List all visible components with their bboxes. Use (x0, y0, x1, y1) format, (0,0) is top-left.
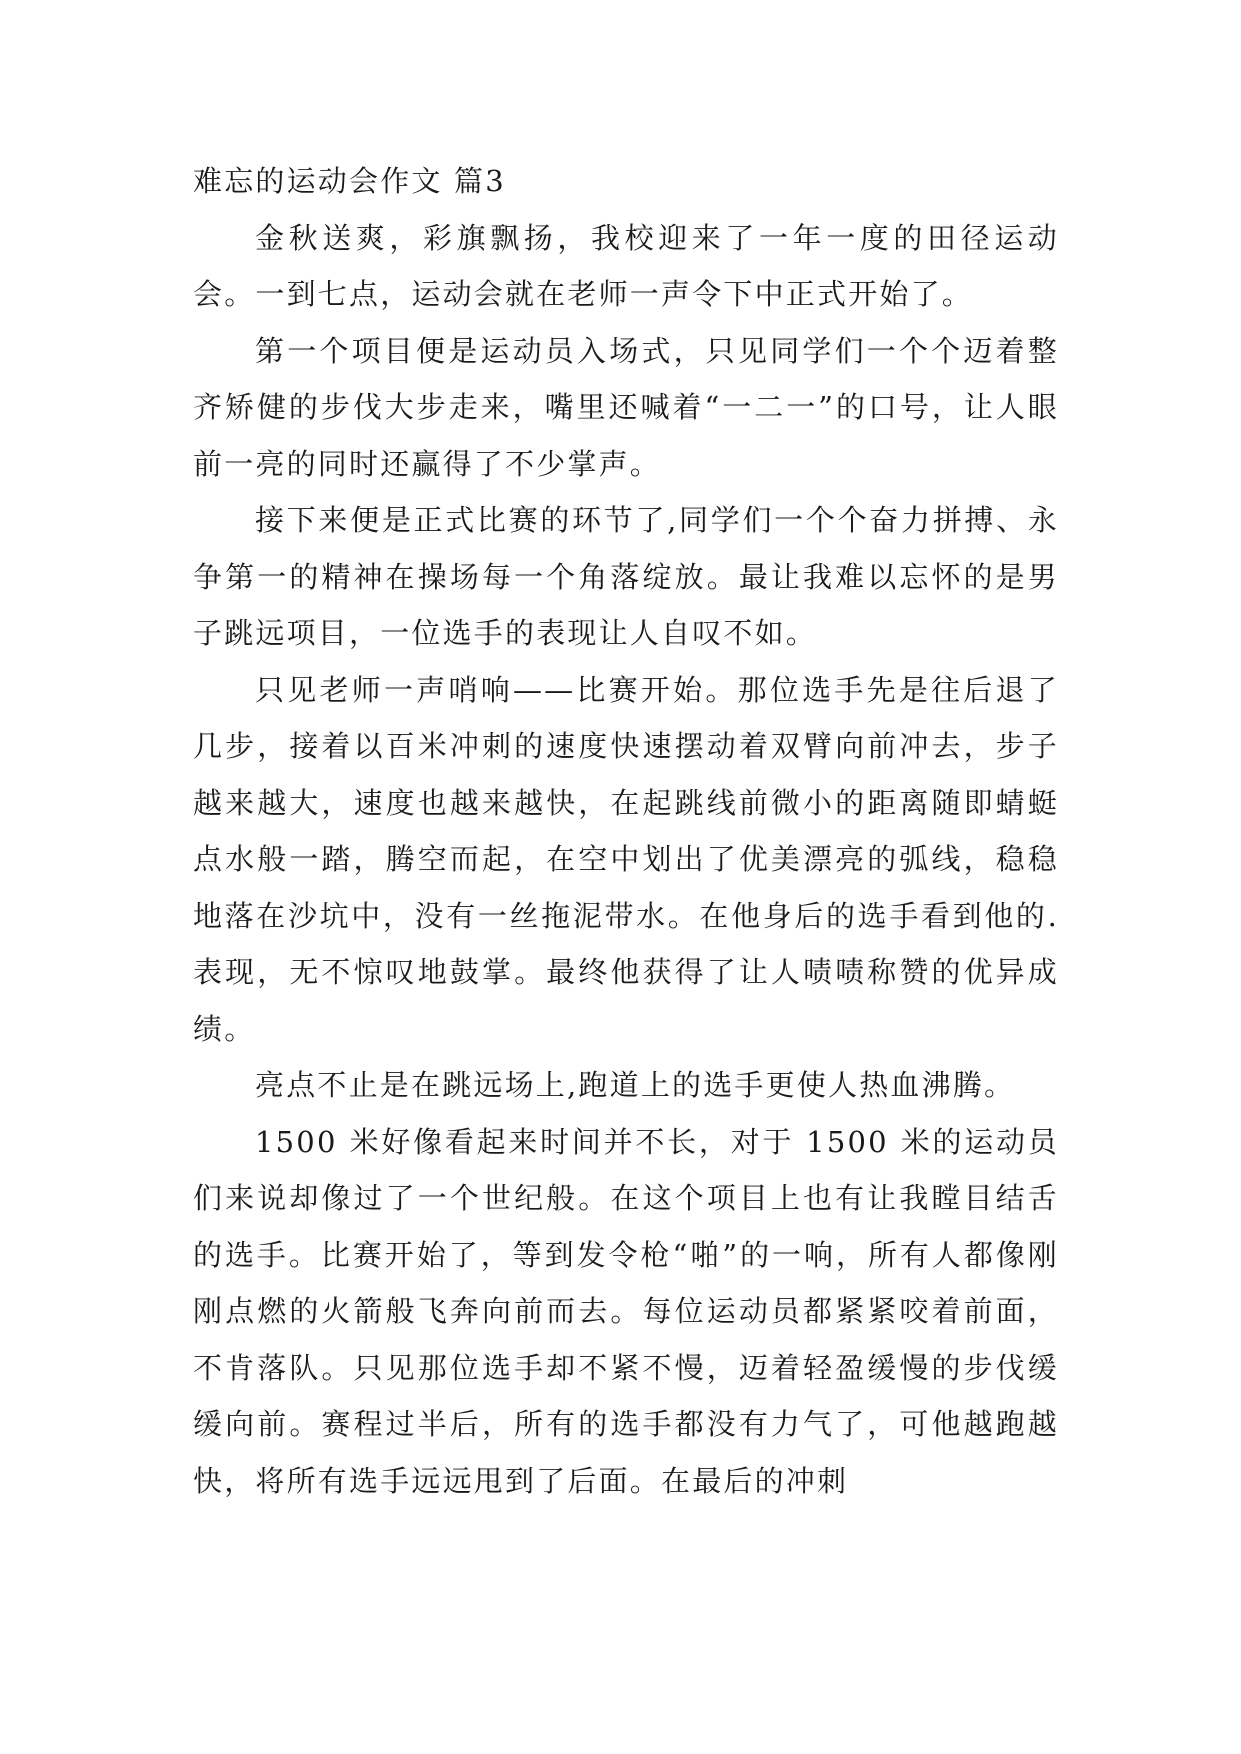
paragraph-track-highlight: 亮点不止是在跳远场上,跑道上的选手更使人热血沸腾。 (255, 1068, 1016, 1102)
paragraph-entrance-ceremony: 第一个项目便是运动员入场式，只见同学们一个个迈着整齐矫健的步伐大步走来，嘴里还喊着“一二一”的口号，让人眼前一亮的同时还赢得了不少掌声。 (193, 333, 1059, 481)
document-body (193, 153, 1059, 1509)
paragraph-long-jump: 只见老师一声哨响——比赛开始。那位选手先是往后退了几步，接着以百米冲刺的速度快速摆动着双臂向前冲去，步子越来越大，速度也越来越快，在起跳线前微小的距离随即蜻蜓点水般一踏，腾空而起，在空中划出了优美漂亮的弧线，稳稳地落在沙坑中，没有一丝拖泥带水。在他身后的选手看到他的.表现，无不惊叹地鼓掌。最终他获得了让人啧啧称赞的优异成绩。 (193, 672, 1059, 1046)
paragraph-competition: 接下来便是正式比赛的环节了,同学们一个个奋力拼搏、永争第一的精神在操场每一个角落绽放。最让我难以忘怀的是男子跳远项目，一位选手的表现让人自叹不如。 (193, 503, 1059, 650)
paragraph-1500m: 1500 米好像看起来时间并不长，对于 1500 米的运动员们来说却像过了一个世纪般。在这个项目上也有让我瞠目结舌的选手。比赛开始了，等到发令枪“啪”的一响，所有人都像刚刚点燃的火箭般飞奔向前而去。每位运动员都紧紧咬着前面，不肯落队。只见那位选手却不紧不慢，迈着轻盈缓慢的步伐缓缓向前。赛程过半后，所有的选手都没有力气了，可他越跑越快，将所有选手远远甩到了后面。在最后的冲刺 (193, 1124, 1059, 1498)
document-title: 难忘的运动会作文 篇3 (193, 164, 506, 198)
paragraph-opening: 金秋送爽，彩旗飘扬，我校迎来了一年一度的田径运动会。一到七点，运动会就在老师一声令下中正式开始了。 (193, 220, 1059, 311)
